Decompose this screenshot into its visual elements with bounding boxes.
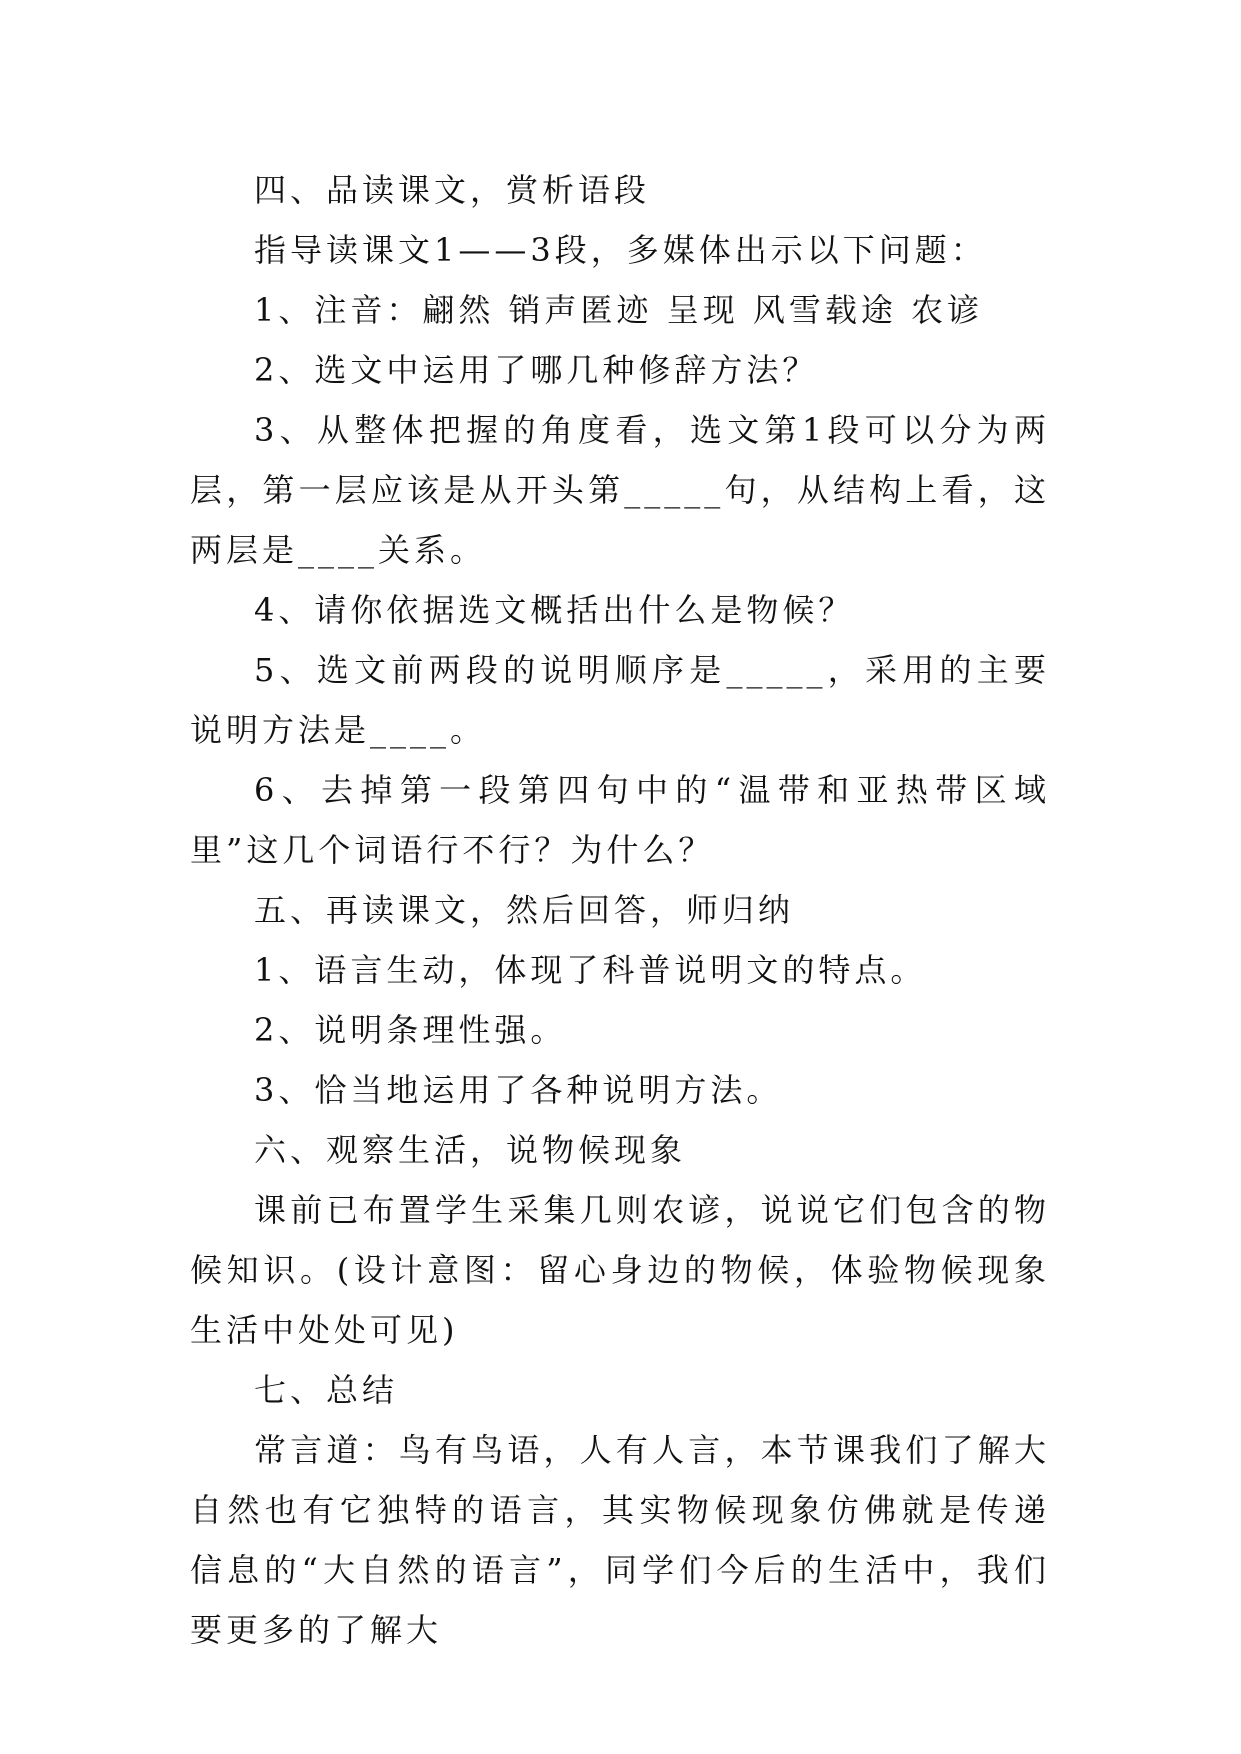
section-heading-6: 六、观察生活，说物候现象: [254, 1131, 687, 1169]
question-5: 5、选文前两段的说明顺序是_____，采用的主要说明方法是____。: [190, 651, 1050, 749]
summary-point-1: 1、语言生动，体现了科普说明文的特点。: [254, 951, 927, 989]
section-heading-5: 五、再读课文，然后回答，师归纳: [254, 891, 795, 929]
instruction-paragraph: 指导读课文1——3段，多媒体出示以下问题：: [254, 231, 987, 269]
question-6: 6、去掉第一段第四句中的“温带和亚热带区域里”这几个词语行不行？为什么？: [190, 771, 1050, 869]
section-heading-7: 七、总结: [254, 1371, 399, 1409]
activity-paragraph: 课前已布置学生采集几则农谚，说说它们包含的物候知识。(设计意图：留心身边的物候，体验物候现象生活中处处可见): [190, 1191, 1050, 1349]
summary-point-2: 2、说明条理性强。: [254, 1011, 567, 1049]
section-heading-4: 四、品读课文，赏析语段: [254, 171, 651, 209]
document-body: [190, 160, 1050, 1660]
question-1: 1、注音：翩然 销声匿迹 呈现 风雪载途 农谚: [254, 291, 984, 329]
question-3: 3、从整体把握的角度看，选文第1段可以分为两层，第一层应该是从开头第_____句，从结构上看，这两层是____关系。: [190, 411, 1050, 569]
summary-point-3: 3、恰当地运用了各种说明方法。: [254, 1071, 783, 1109]
conclusion-paragraph: 常言道：鸟有鸟语，人有人言，本节课我们了解大自然也有它独特的语言，其实物候现象仿佛就是传递信息的“大自然的语言”，同学们今后的生活中，我们要更多的了解大: [190, 1431, 1050, 1649]
question-2: 2、选文中运用了哪几种修辞方法？: [254, 351, 819, 389]
question-4: 4、请你依据选文概括出什么是物候？: [254, 591, 855, 629]
